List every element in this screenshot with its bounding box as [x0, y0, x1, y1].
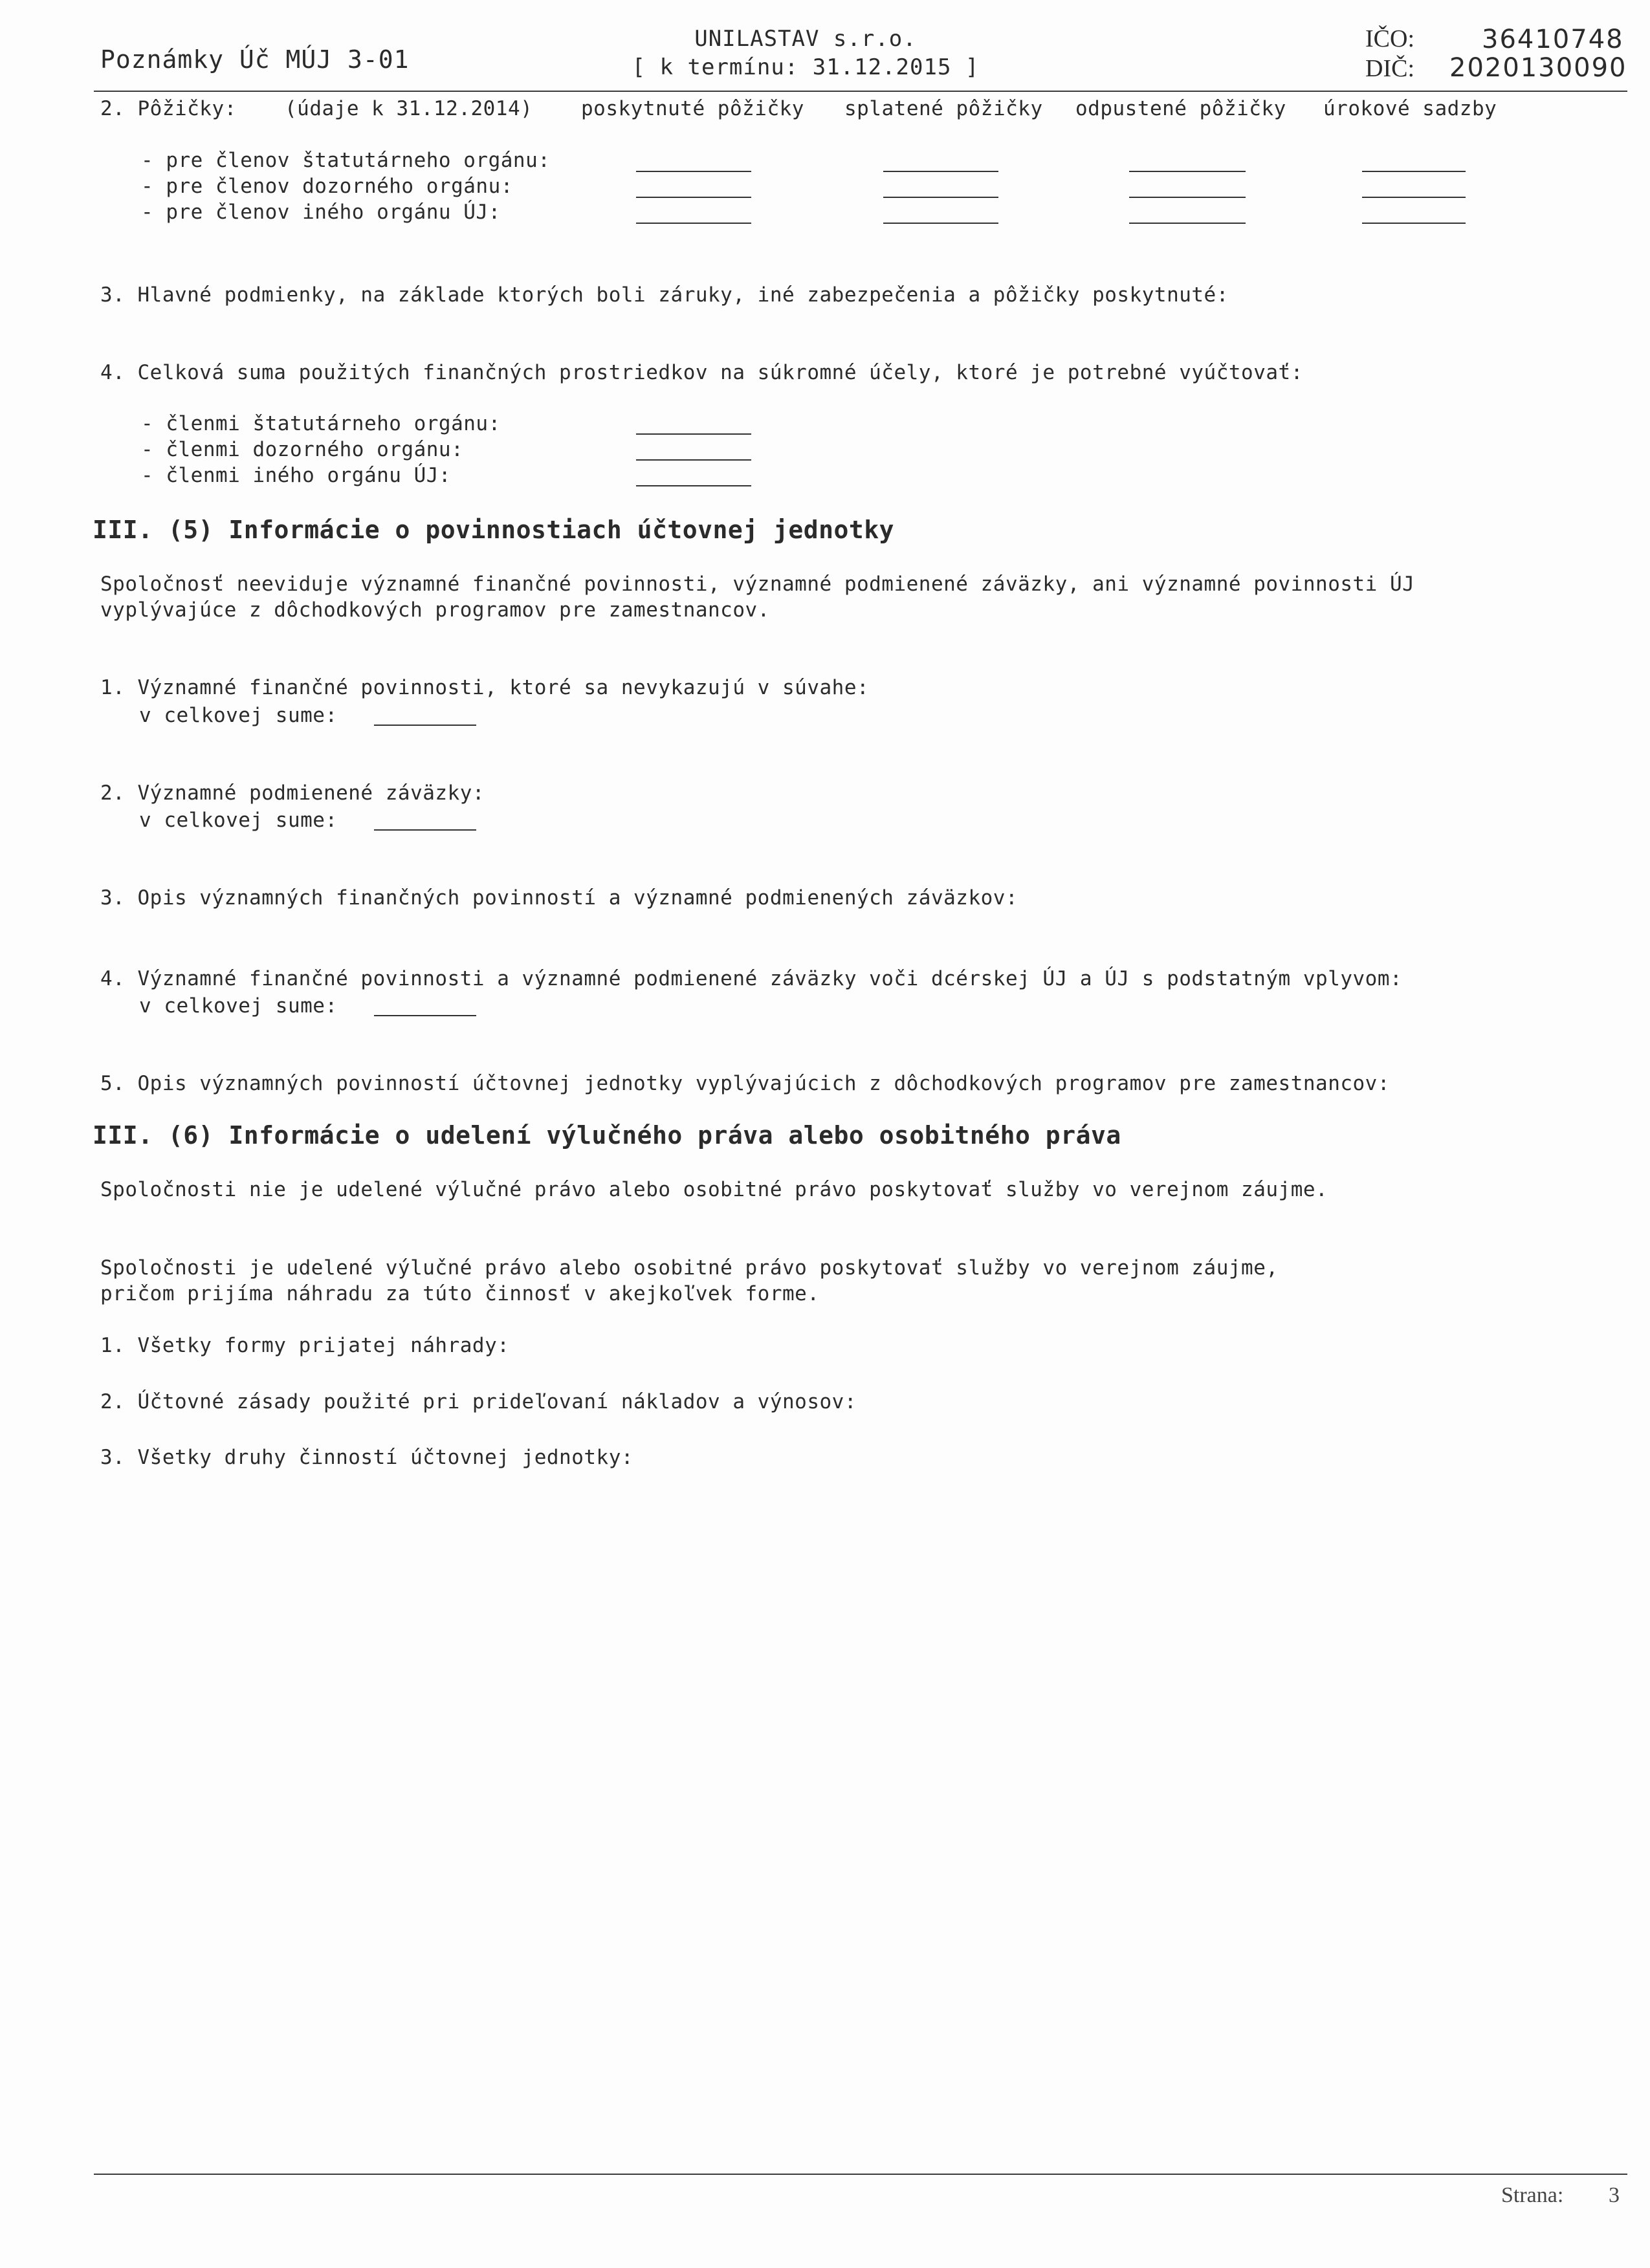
blank-line	[636, 171, 751, 172]
loans-row-statutory: - pre členov štatutárneho orgánu:	[141, 149, 551, 172]
section5-item4: 4. Významné finančné povinnosti a významné podmienené záväzky voči dcérskej ÚJ a ÚJ s podstatným vplyvom:	[100, 967, 1403, 990]
col-provided-loans: poskytnuté pôžičky	[581, 97, 804, 120]
section6-item3: 3. Všetky druhy činností účtovnej jednotky:	[100, 1446, 634, 1469]
footer-divider	[94, 2174, 1627, 2175]
section5-item2-sub: v celkovej sume:	[139, 809, 338, 832]
blank-line	[1129, 197, 1246, 198]
blank-line	[1362, 197, 1466, 198]
company-name: UNILASTAV s.r.o.	[694, 26, 917, 52]
item4-text: 4. Celková suma použitých finančných prostriedkov na súkromné účely, ktoré je potrebné vyúčtovať:	[100, 361, 1303, 384]
loans-title: 2. Pôžičky:	[100, 97, 237, 120]
page-label: Strana:	[1501, 2183, 1564, 2207]
section5-item1-sub: v celkovej sume:	[139, 704, 338, 727]
blank-line	[1362, 171, 1466, 172]
blank-line	[883, 223, 998, 224]
section6-para1: Spoločnosti nie je udelené výlučné právo alebo osobitné právo poskytovať služby vo verejnom záujme.	[100, 1178, 1328, 1201]
section6-item2: 2. Účtovné zásady použité pri prideľovaní nákladov a výnosov:	[100, 1390, 857, 1413]
header-divider	[94, 91, 1627, 92]
blank-line	[883, 171, 998, 172]
deadline: [ k termínu: 31.12.2015 ]	[632, 54, 980, 80]
section5-item1: 1. Významné finančné povinnosti, ktoré sa nevykazujú v súvahe:	[100, 676, 870, 699]
dic-value: 2020130090	[1449, 53, 1627, 83]
section6-para2-line2: pričom prijíma náhradu za túto činnosť v akejkoľvek forme.	[100, 1282, 820, 1305]
ico-value: 36410748	[1482, 25, 1624, 54]
dic-label: DIČ:	[1365, 55, 1414, 82]
ico-label: IČO:	[1365, 25, 1414, 52]
blank-line	[374, 1015, 476, 1016]
blank-line	[1129, 171, 1246, 172]
section6-para2-line1: Spoločnosti je udelené výlučné právo alebo osobitné právo poskytovať služby vo verejnom záujme,	[100, 1256, 1279, 1280]
form-name: Poznámky Úč MÚJ 3-01	[100, 45, 410, 74]
loans-row-supervisory: - pre členov dozorného orgánu:	[141, 175, 513, 198]
col-forgiven-loans: odpustené pôžičky	[1075, 97, 1286, 120]
loans-row-other: - pre členov iného orgánu ÚJ:	[141, 201, 501, 224]
section5-title: III. (5) Informácie o povinnostiach účtovnej jednotky	[93, 516, 895, 544]
item4-row-supervisory: - členmi dozorného orgánu:	[141, 438, 464, 461]
page-number: 3	[1609, 2183, 1620, 2207]
section5-item3: 3. Opis významných finančných povinností a významné podmienených záväzkov:	[100, 886, 1018, 910]
section6-item1: 1. Všetky formy prijatej náhrady:	[100, 1334, 510, 1357]
blank-line	[1129, 223, 1246, 224]
col-repaid-loans: splatené pôžičky	[844, 97, 1043, 120]
item4-row-other: - členmi iného orgánu ÚJ:	[141, 464, 452, 487]
section5-intro-line1: Spoločnosť neeviduje významné finančné povinnosti, významné podmienené záväzky, ani významné povinnosti ÚJ	[100, 572, 1415, 596]
item3-text: 3. Hlavné podmienky, na základe ktorých boli záruky, iné zabezpečenia a pôžičky poskytnuté:	[100, 283, 1229, 307]
blank-line	[374, 829, 476, 831]
blank-line	[374, 725, 476, 726]
blank-line	[636, 485, 751, 486]
section5-intro-line2: vyplývajúce z dôchodkových programov pre zamestnancov.	[100, 598, 770, 622]
section5-item4-sub: v celkovej sume:	[139, 994, 338, 1018]
section5-item2: 2. Významné podmienené záväzky:	[100, 781, 485, 805]
blank-line	[883, 197, 998, 198]
section5-item5: 5. Opis významných povinností účtovnej jednotky vyplývajúcich z dôchodkových programov pre zamestnancov:	[100, 1072, 1391, 1095]
col-interest-rates: úrokové sadzby	[1323, 97, 1497, 120]
loans-date-note: (údaje k 31.12.2014)	[285, 97, 533, 120]
blank-line	[1362, 223, 1466, 224]
blank-line	[636, 459, 751, 461]
blank-line	[636, 433, 751, 435]
item4-row-statutory: - členmi štatutárneho orgánu:	[141, 412, 501, 435]
blank-line	[636, 223, 751, 224]
blank-line	[636, 197, 751, 198]
section6-title: III. (6) Informácie o udelení výlučného práva alebo osobitného práva	[93, 1121, 1121, 1150]
